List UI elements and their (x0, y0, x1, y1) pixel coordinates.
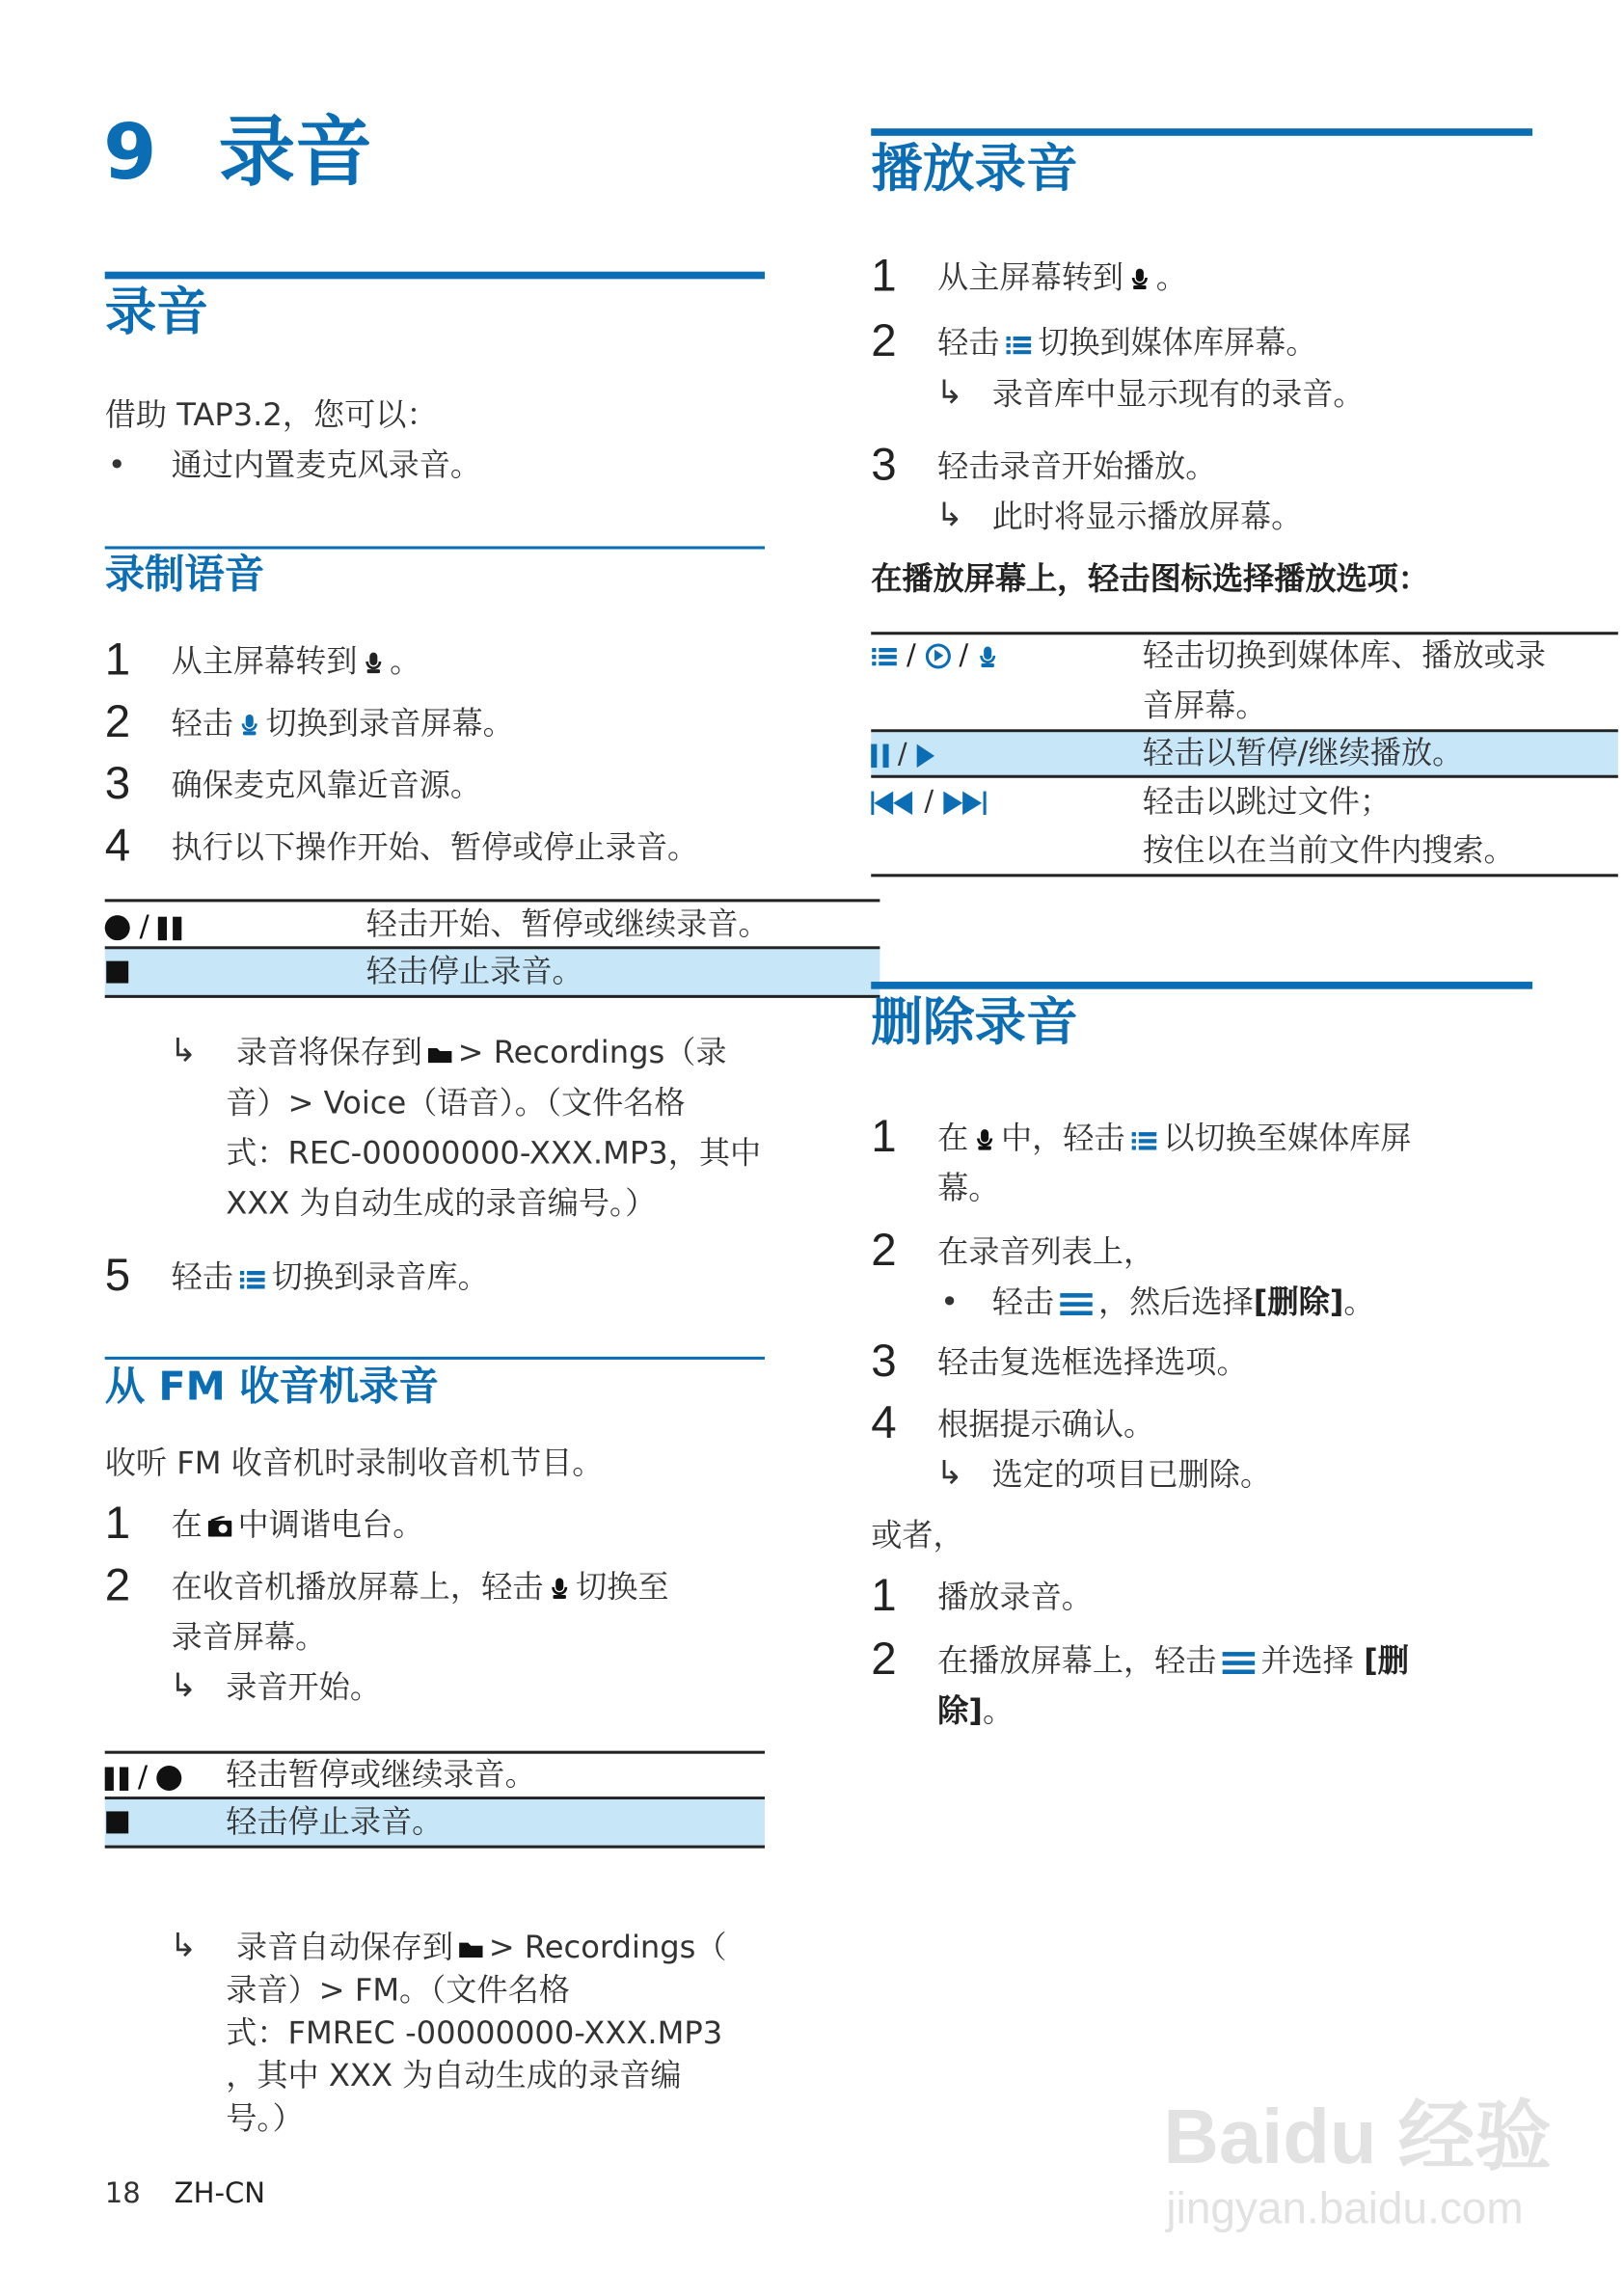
step-text: 从主屏幕转到 。 (937, 259, 1187, 296)
step-text: 在录音列表上， (937, 1233, 1155, 1270)
subsection-divider (105, 546, 765, 549)
library-icon (1131, 1130, 1158, 1149)
step-number: 2 (104, 695, 131, 747)
record-pause-icons: / (105, 911, 182, 941)
result-text: 选定的项目已删除。 (991, 1456, 1272, 1493)
step-number: 1 (871, 1110, 897, 1162)
step-text: 执行以下操作开始、暂停或停止录音。 (171, 829, 699, 866)
step-text: 在播放屏幕上，轻击 并选择 [删 (937, 1642, 1409, 1679)
step-text: 从主屏幕转到 。 (171, 643, 421, 680)
step-number: 3 (104, 757, 131, 809)
microphone-icon (977, 644, 997, 667)
result-text: 式：REC-00000000-XXX.MP3，其中 (226, 1135, 762, 1172)
table-rule (105, 899, 880, 902)
step-number: 3 (871, 1334, 897, 1387)
table-desc: 轻击以跳过文件； (1142, 783, 1392, 820)
step-text: 除]。 (937, 1692, 1015, 1729)
step-number: 2 (871, 1633, 897, 1685)
result-text: 录音开始。 (226, 1669, 381, 1706)
previous-icon (871, 791, 915, 814)
chapter-number: 9 (103, 109, 157, 199)
step-text: 在收音机播放屏幕上，轻击 切换至 (171, 1569, 669, 1606)
step-number: 2 (871, 1224, 897, 1276)
result-text: ，其中 XXX 为自动生成的录音编 (226, 2058, 682, 2093)
play-circle-icon (925, 643, 950, 668)
table-rule (871, 874, 1618, 877)
bullet-text: 通过内置麦克风录音。 (171, 446, 482, 483)
bullet-icon: • (107, 446, 126, 483)
table-desc: 轻击停止录音。 (365, 953, 583, 989)
prev-next-icons: / (871, 789, 987, 816)
table-rule (105, 1751, 765, 1754)
stop-icon (106, 1811, 128, 1833)
section-divider (871, 982, 1532, 989)
subsection-divider (105, 1357, 765, 1360)
step-number: 4 (871, 1396, 897, 1448)
step-text: 轻击 切换到录音库。 (171, 1258, 489, 1295)
step-text: 轻击 切换到媒体库屏幕。 (937, 324, 1317, 361)
radio-icon (208, 1516, 231, 1536)
chapter-title: 录音 (218, 109, 372, 199)
table-desc: 轻击切换到媒体库、播放或录 (1142, 637, 1546, 674)
next-icon (942, 791, 987, 814)
result-arrow-icon: ↳ (935, 497, 963, 535)
menu-icon (1223, 1651, 1256, 1674)
section-title-recording: 录音 (104, 283, 208, 343)
subsection-title-voice: 录制语音 (104, 552, 265, 599)
step-text: 在 中，轻击 以切换至媒体库屏 (937, 1120, 1412, 1156)
record-icon (157, 1766, 182, 1791)
bullet-text: 轻击 ，然后选择[删除]。 (991, 1283, 1375, 1320)
section-divider (105, 272, 765, 280)
table-desc: 音屏幕。 (1142, 688, 1267, 724)
step-text: 播放录音。 (937, 1580, 1093, 1615)
table-rule (105, 1846, 765, 1849)
result-text: 此时将显示播放屏幕。 (991, 499, 1303, 535)
microphone-icon (364, 651, 384, 674)
step-number: 1 (871, 1569, 897, 1621)
folder-icon (459, 1940, 482, 1958)
step-number: 3 (871, 438, 897, 491)
step-number: 2 (104, 1558, 131, 1611)
pause-record-icons: / (105, 1761, 182, 1791)
baidu-watermark-url: jingyan.baidu.com (1166, 2184, 1524, 2234)
result-arrow-icon: ↳ (935, 374, 963, 413)
pause-icon (105, 1767, 128, 1790)
result-text: XXX 为自动生成的录音编号。） (226, 1185, 657, 1222)
pause-play-icons: / (871, 742, 934, 769)
result-text: 音）> Voice（语音）。（文件名格 (226, 1085, 686, 1121)
step-text: 轻击录音开始播放。 (937, 448, 1217, 485)
result-text: 录音）> FM。（文件名格 (226, 1972, 570, 2009)
folder-icon (428, 1045, 451, 1063)
result-arrow-icon: ↳ (935, 1455, 963, 1493)
baidu-watermark-logo: Baidu 经验 (1163, 2094, 1552, 2181)
microphone-icon (974, 1128, 994, 1151)
table-desc: 轻击停止录音。 (226, 1803, 444, 1840)
table-desc: 轻击开始、暂停或继续录音。 (365, 905, 770, 942)
library-icon (871, 647, 898, 666)
table-rule (871, 632, 1618, 635)
pause-icon (871, 743, 888, 767)
step-text: 轻击 切换到录音屏幕。 (171, 705, 514, 742)
microphone-icon (1129, 267, 1150, 290)
section-divider (871, 128, 1532, 136)
bullet-icon: • (940, 1283, 960, 1320)
step-text: 录音屏幕。 (171, 1619, 327, 1656)
step-text: 根据提示确认。 (937, 1406, 1155, 1443)
step-number: 4 (104, 819, 131, 872)
result-arrow-icon: ↳ (170, 1928, 198, 1965)
microphone-icon (239, 713, 259, 736)
step-number: 1 (104, 1497, 131, 1549)
record-icon (105, 915, 130, 940)
page-number: 18 (104, 2177, 141, 2210)
step-number: 2 (871, 314, 897, 366)
result-arrow-icon: ↳ (170, 1667, 198, 1706)
table-desc: 按住以在当前文件内搜索。 (1142, 832, 1515, 869)
result-arrow-icon: ↳ (170, 1033, 198, 1070)
step-text: 轻击复选框选择选项。 (937, 1344, 1248, 1381)
step-text: 在 中调谐电台。 (171, 1507, 424, 1543)
microphone-icon (549, 1577, 569, 1600)
pause-icon (159, 916, 182, 939)
subsection-title-fm: 从 FM 收音机录音 (104, 1364, 439, 1411)
step-number: 1 (871, 249, 897, 302)
step-number: 5 (104, 1249, 131, 1301)
table-rule (105, 995, 880, 998)
step-text: 幕。 (937, 1171, 1000, 1206)
result-text: 录音自动保存到 > Recordings（ (235, 1929, 727, 1965)
fm-intro: 收听 FM 收音机时录制收音机节目。 (104, 1445, 604, 1481)
section-title-delete: 删除录音 (871, 993, 1078, 1053)
section-title-play: 播放录音 (871, 140, 1078, 200)
step-number: 1 (104, 633, 131, 686)
result-text: 号。） (226, 2100, 304, 2137)
play-icon (916, 743, 934, 767)
or-text: 或者， (871, 1517, 964, 1553)
library-play-record-icons: / / (871, 640, 998, 670)
intro-text: 借助 TAP3.2，您可以： (104, 396, 438, 433)
language-code: ZH-CN (174, 2177, 266, 2210)
stop-icon (106, 961, 128, 984)
menu-icon (1060, 1292, 1093, 1315)
library-icon (1006, 335, 1033, 354)
step-text: 确保麦克风靠近音源。 (171, 768, 482, 803)
options-label: 在播放屏幕上，轻击图标选择播放选项： (871, 560, 1429, 597)
table-desc: 轻击暂停或继续录音。 (226, 1756, 536, 1793)
table-rule (871, 775, 1618, 778)
table-desc: 轻击以暂停/继续播放。 (1142, 735, 1464, 771)
library-icon (239, 1269, 266, 1288)
result-text: 录音将保存到 > Recordings（录 (235, 1035, 727, 1070)
result-text: 录音库中显示现有的录音。 (991, 376, 1365, 413)
result-text: 式：FMREC -00000000-XXX.MP3 (226, 2014, 723, 2051)
